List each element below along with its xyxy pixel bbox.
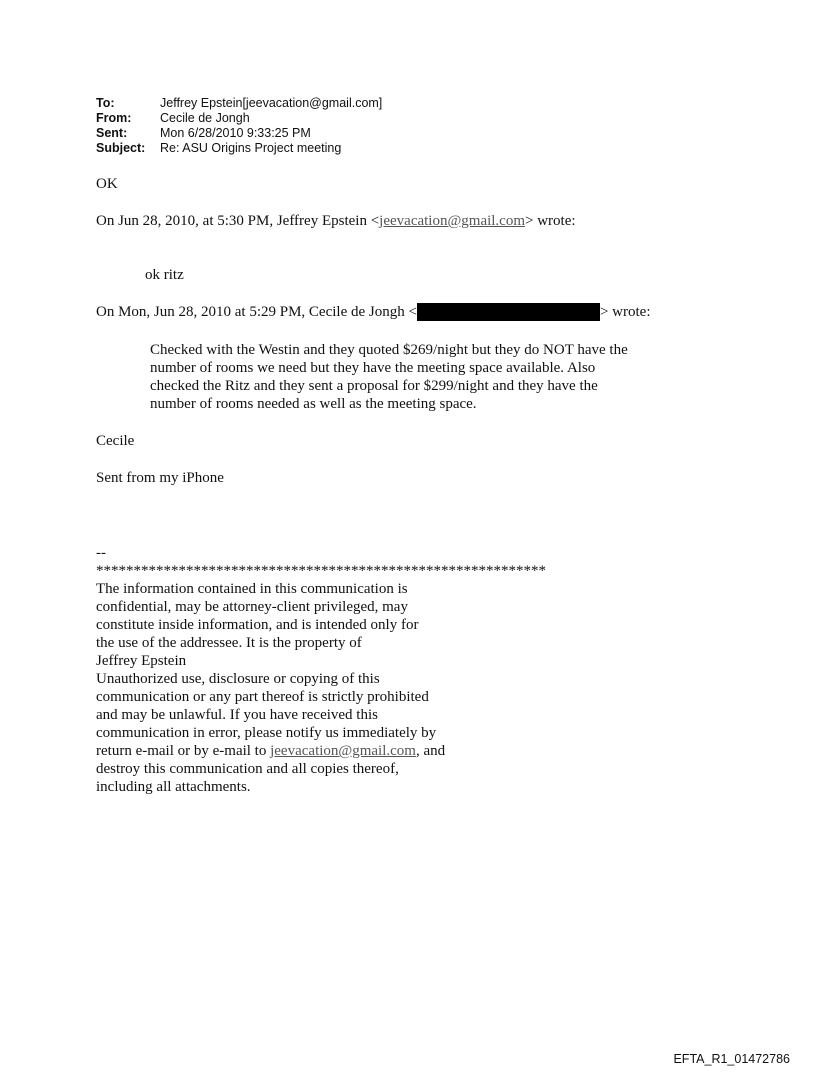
disclaimer-line: constitute inside information, and is intended only for <box>96 617 419 633</box>
sent-label: Sent: <box>96 126 128 140</box>
sent-from-line: Sent from my iPhone <box>96 470 224 486</box>
disclaimer-line: including all attachments. <box>96 779 251 795</box>
quote1-suffix: > wrote: <box>525 213 576 229</box>
redaction-block <box>417 303 600 321</box>
disclaimer-line: communication or any part thereof is strictly prohibited <box>96 689 429 705</box>
quoted-line: number of rooms needed as well as the meeting space. <box>150 396 477 412</box>
disclaimer-line: destroy this communication and all copies thereof, <box>96 761 399 777</box>
quote2-suffix: > wrote: <box>599 304 651 320</box>
header-to-row <box>96 96 382 111</box>
quote1-attribution <box>96 212 576 230</box>
header-sent-row <box>96 126 382 141</box>
quoted-line: Checked with the Westin and they quoted $269/night but they do NOT have the <box>150 342 628 358</box>
disclaimer-line: The information contained in this communication is <box>96 581 408 597</box>
quote2-attribution <box>96 303 650 321</box>
disclaimer-line: confidential, may be attorney-client privileged, may <box>96 599 408 615</box>
quoted-message <box>150 341 680 413</box>
disclaimer-line: communication in error, please notify us immediately by <box>96 725 437 741</box>
disclaimer-line: and may be unlawful. If you have received this <box>96 707 378 723</box>
to-label: To: <box>96 96 115 110</box>
disclaimer-line: the use of the addressee. It is the property of <box>96 635 362 651</box>
email-header <box>96 96 382 156</box>
quote1-text: ok ritz <box>145 267 184 283</box>
quote1-email-link[interactable]: jeevacation@gmail.com <box>379 213 526 229</box>
sent-value: Mon 6/28/2010 9:33:25 PM <box>160 126 311 140</box>
subject-label: Subject: <box>96 141 146 155</box>
quote2-prefix: On Mon, Jun 28, 2010 at 5:29 PM, Cecile de Jongh < <box>96 304 417 320</box>
disclaimer-email-link[interactable]: jeevacation@gmail.com <box>270 743 416 759</box>
disclaimer-email-suffix: , and <box>415 743 446 759</box>
disclaimer-dashes: -- <box>96 545 106 561</box>
subject-value: Re: ASU Origins Project meeting <box>160 141 342 155</box>
reply-text: OK <box>96 176 118 192</box>
disclaimer-email-prefix: return e-mail or by e-mail to <box>96 743 271 759</box>
disclaimer-stars: ************************************************************ <box>96 563 546 579</box>
disclaimer-email-line <box>96 742 546 760</box>
header-subject-row <box>96 141 382 156</box>
disclaimer-line: Jeffrey Epstein <box>96 653 187 669</box>
quote1-prefix: On Jun 28, 2010, at 5:30 PM, Jeffrey Epstein < <box>96 213 380 229</box>
to-value: Jeffrey Epstein[jeevacation@gmail.com] <box>160 96 383 110</box>
from-label: From: <box>96 111 132 125</box>
header-from-row <box>96 111 382 126</box>
document-id: EFTA_R1_01472786 <box>673 1052 790 1066</box>
quoted-line: number of rooms we need but they have the meeting space available. Also <box>150 360 596 376</box>
disclaimer-block <box>96 544 546 796</box>
signature: Cecile <box>96 433 135 449</box>
from-value: Cecile de Jongh <box>160 111 250 125</box>
quoted-line: checked the Ritz and they sent a proposal for $299/night and they have the <box>150 378 598 394</box>
disclaimer-line: Unauthorized use, disclosure or copying of this <box>96 671 380 687</box>
